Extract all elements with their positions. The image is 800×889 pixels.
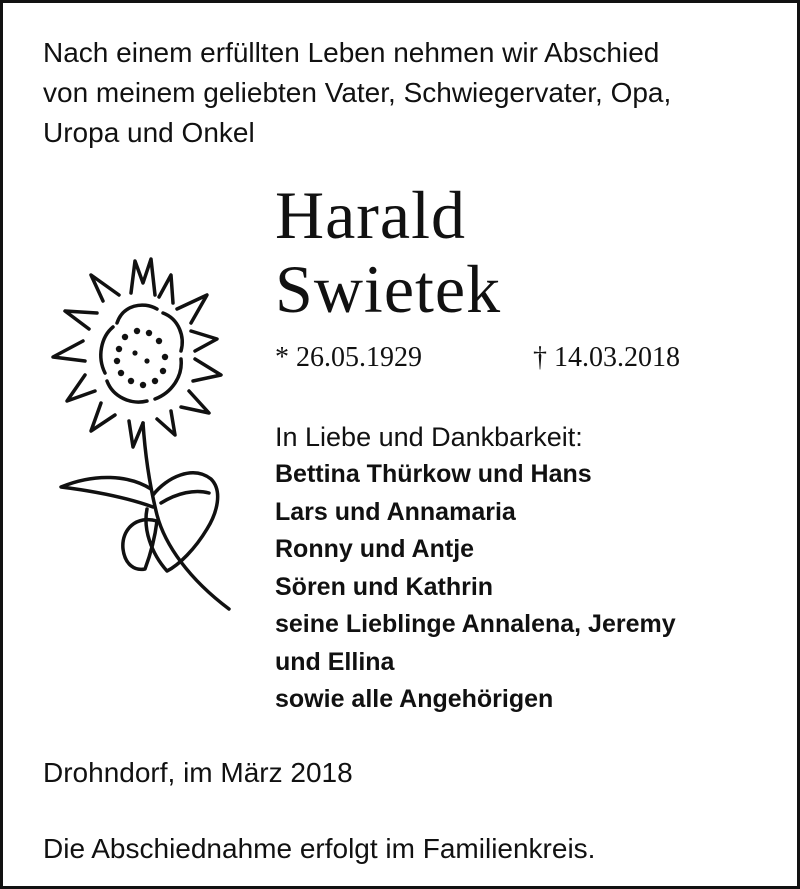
birth-date: * 26.05.1929 — [275, 342, 422, 373]
farewell-note: Die Abschiednahme erfolgt im Familienkreis. — [43, 833, 596, 864]
death-date: † 14.03.2018 — [533, 342, 680, 373]
mourner-line: Ronny und Antje — [275, 535, 475, 563]
intro-text — [43, 33, 763, 153]
mourners-list — [275, 456, 676, 719]
first-name: Harald — [275, 177, 467, 253]
mourner-line: Lars und Annamaria — [275, 497, 516, 526]
mourner-line: Bettina Thürkow und Hans — [275, 460, 592, 488]
mourner-line: sowie alle Angehörigen — [275, 685, 554, 713]
intro-line: Uropa und Onkel — [43, 117, 255, 148]
mourner-line: seine Lieblinge Annalena, Jeremy — [275, 610, 676, 638]
mourners-title: In Liebe und Dankbarkeit: — [275, 422, 583, 452]
sunflower-icon — [39, 253, 239, 623]
deceased-name — [275, 178, 501, 326]
last-name: Swietek — [275, 251, 502, 327]
intro-line: von meinem geliebten Vater, Schwiegervater, Opa, — [43, 77, 672, 108]
intro-line: Nach einem erfüllten Leben nehmen wir Abschied — [43, 37, 660, 68]
mourner-line: und Ellina — [275, 647, 395, 676]
place-date: Drohndorf, im März 2018 — [43, 757, 353, 788]
mourner-line: Sören und Kathrin — [275, 572, 494, 601]
